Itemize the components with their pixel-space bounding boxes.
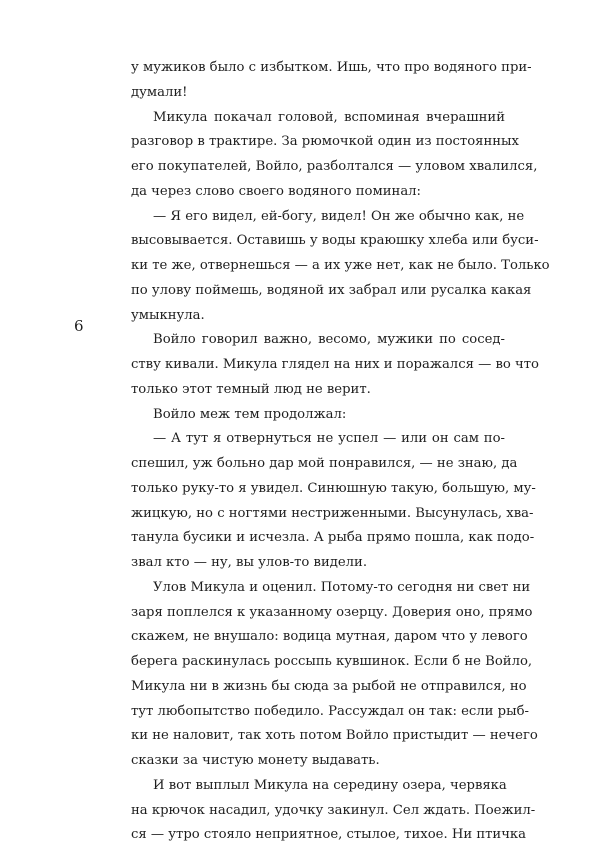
text-line: Войло меж тем продолжал: <box>153 406 347 422</box>
text-line: его покупателей, Войло, разболтался — уловом хвалился, <box>131 159 538 174</box>
text-line: ся — утро стояло неприятное, стылое, тихое. Ни птичка <box>131 827 527 843</box>
text-line: танула бусики и исчезла. А рыба прямо пошла, как подо- <box>131 530 535 546</box>
text-line: на крючок насадил, удочку закинул. Сел ждать. Поежил- <box>131 802 536 818</box>
text-line: И вот выплыл Микула на середину озера, червяка <box>153 777 507 793</box>
text-line: высовывается. Оставишь у воды краюшку хлеба или буси- <box>131 233 539 249</box>
text-line: — Я его видел, ей-богу, видел! Он же обычно как, не <box>153 208 525 224</box>
text-line: Улов Микула и оценил. Потому-то сегодня ни свет ни <box>153 579 531 595</box>
text-line: Микула покачал головой, вспоминая вчерашний <box>153 109 505 125</box>
text-line: Микула ни в жизнь бы сюда за рыбой не отправился, но <box>131 678 527 694</box>
text-line: разговор в трактире. За рюмочкой один из постоянных <box>131 134 519 150</box>
text-line: только этот темный люд не верит. <box>131 381 371 397</box>
text-line: спешил, уж больно дар мой понравился, — не знаю, да <box>131 456 518 471</box>
text-line: заря поплелся к указанному озерцу. Доверия оно, прямо <box>131 604 533 620</box>
text-line: сказки за чистую монету выдавать. <box>131 753 380 768</box>
text-line: по улову поймешь, водяной их забрал или русалка какая <box>131 282 532 298</box>
page-number: 6 <box>74 317 84 335</box>
text-line: жицкую, но с ногтями нестриженными. Высунулась, хва- <box>131 505 534 521</box>
text-line: умыкнула. <box>131 307 205 323</box>
text-line: скажем, не внушало: водица мутная, даром что у левого <box>131 629 528 645</box>
text-line: только руку-то я увидел. Синюшную такую, большую, му- <box>131 480 536 496</box>
text-line: тут любопытство победило. Рассуждал он так: если рыб- <box>131 703 529 719</box>
text-line: думали! <box>131 84 188 100</box>
text-line: — А тут я отвернуться не успел — или он сам по- <box>153 431 505 447</box>
text-line: да через слово своего водяного поминал: <box>131 183 422 199</box>
text-line: ки не наловит, так хоть потом Войло пристыдит — нечего <box>131 728 538 744</box>
text-line: у мужиков было с избытком. Ишь, что про водяного при- <box>131 60 532 75</box>
text-line: звал кто — ну, вы улов-то видели. <box>131 555 368 570</box>
text-line: Войло говорил важно, весомо, мужики по сосед- <box>153 332 505 348</box>
text-line: ки те же, отвернешься — а их уже нет, как не было. Только <box>131 258 550 273</box>
text-line: ству кивали. Микула глядел на них и поражался — во что <box>131 357 539 372</box>
text-line: берега раскинулась россыпь кувшинок. Если б не Войло, <box>131 654 533 669</box>
